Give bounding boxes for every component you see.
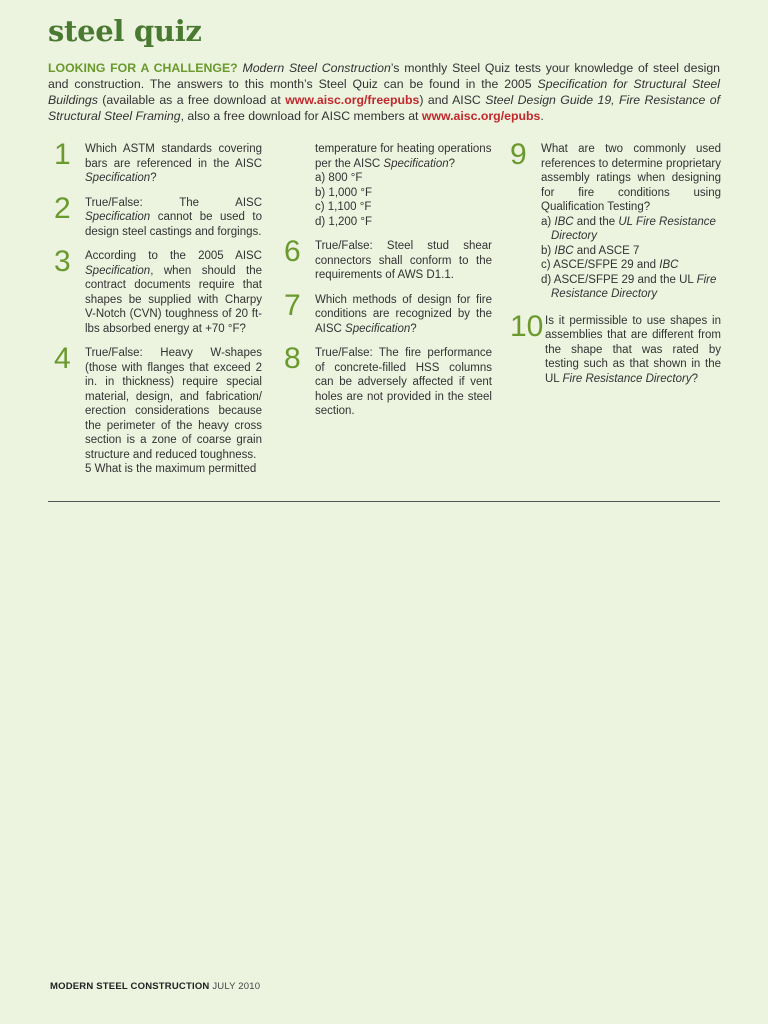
question-number: 7 — [284, 288, 301, 322]
magazine-name: Modern Steel Construction — [242, 61, 391, 75]
question-number: 6 — [284, 235, 301, 268]
question-3 — [54, 245, 262, 336]
column-2 — [284, 142, 492, 429]
page-title: steel quiz — [48, 14, 202, 48]
question-number: 10 — [510, 309, 544, 343]
option-b: b) 1,000 °F — [315, 186, 373, 199]
question-text: Which methods of design for fire conditions are recognized by the AISC Specification? — [315, 293, 492, 335]
option-b: b) IBC and ASCE 7 — [541, 244, 640, 257]
option-a: a) 800 °F — [315, 172, 363, 184]
question-4 — [54, 342, 262, 477]
question-text: Is it permissible to use shapes in assemblies that are different from the shape that was rated by testing such as that shown in the UL Fire Resistance Directory? — [545, 314, 721, 385]
question-text: temperature for heating operations per the AISC Specification? — [315, 143, 492, 170]
question-text: True/False: Steel stud shear connectors shall conform to the requirements of AWS D1.1. — [315, 240, 492, 281]
question-text: Which ASTM standards covering bars are referenced in the AISC Specification? — [85, 143, 262, 184]
column-1 — [54, 138, 262, 487]
question-number: 4 — [54, 342, 71, 375]
option-c: c) ASCE/SFPE 29 and IBC — [541, 259, 679, 271]
footer-date: JULY 2010 — [212, 981, 261, 992]
column-3 — [510, 138, 721, 396]
question-text: True/False: The fire performance of concrete-filled HSS columns can be adversely affected if vent holes are not provided in the steel section. — [315, 347, 492, 417]
question-text: According to the 2005 AISC Specification, when should the contract documents require that shapes be supplied with Charpy V-Notch (CVN) toughness of 20 ft-lbs absorbed energy at +70 °F? — [85, 250, 262, 335]
options-list — [541, 215, 721, 302]
question-number: 2 — [54, 191, 71, 225]
option-a: a) IBC and the UL Fire Resistance Directory — [541, 215, 716, 242]
option-d: d) ASCE/SFPE 29 and the UL Fire Resistance Directory — [541, 273, 717, 300]
question-1 — [54, 138, 262, 186]
question-6 — [284, 235, 492, 283]
section-divider — [48, 501, 720, 502]
freepubs-link[interactable]: www.aisc.org/freepubs — [285, 93, 420, 107]
question-5-start: 5 What is the maximum permitted — [85, 463, 257, 475]
question-number: 3 — [54, 245, 71, 278]
option-d: d) 1,200 °F — [315, 215, 373, 228]
question-number: 1 — [54, 138, 71, 171]
epubs-link[interactable]: www.aisc.org/epubs — [421, 109, 541, 123]
question-7 — [284, 288, 492, 337]
options-list — [315, 171, 492, 229]
intro-lead: LOOKING FOR A CHALLENGE? — [48, 61, 238, 75]
question-text: True/False: Heavy W-shapes (those with flanges that exceed 2 in. in thickness) require special material, design, and fabrication/ erection considerations because the perimeter of the heavy cross section is a zone of coarse grain structure and reduced toughness. — [85, 347, 262, 461]
question-9 — [510, 138, 721, 302]
footer-magazine: MODERN STEEL CONSTRUCTION — [50, 981, 210, 992]
question-number: 8 — [284, 342, 301, 375]
option-c: c) 1,100 °F — [315, 201, 372, 213]
question-5-continued — [284, 142, 492, 229]
intro-paragraph: LOOKING FOR A CHALLENGE? Modern Steel Construction’s monthly Steel Quiz tests your knowledge of steel design and construction. The answers to this month’s Steel Quiz can be found in the 2005 Specification for Structural Steel Buildings (available as a free download at www.aisc.org/freepubs) and AISC Steel Design Guide 19, Fire Resistance of Structural Steel Framing, also a free download for AISC members at www.aisc.org/epubs. — [48, 61, 721, 123]
question-text: What are two commonly used references to determine proprietary assembly ratings when designing for fire conditions using Qualification Testing? — [541, 143, 721, 213]
question-10 — [510, 309, 721, 387]
question-2 — [54, 191, 262, 240]
question-number: 9 — [510, 138, 527, 171]
page-footer — [50, 981, 260, 992]
question-text: True/False: The AISC Specification cannot be used to design steel castings and forgings. — [85, 196, 262, 238]
question-8 — [284, 342, 492, 419]
